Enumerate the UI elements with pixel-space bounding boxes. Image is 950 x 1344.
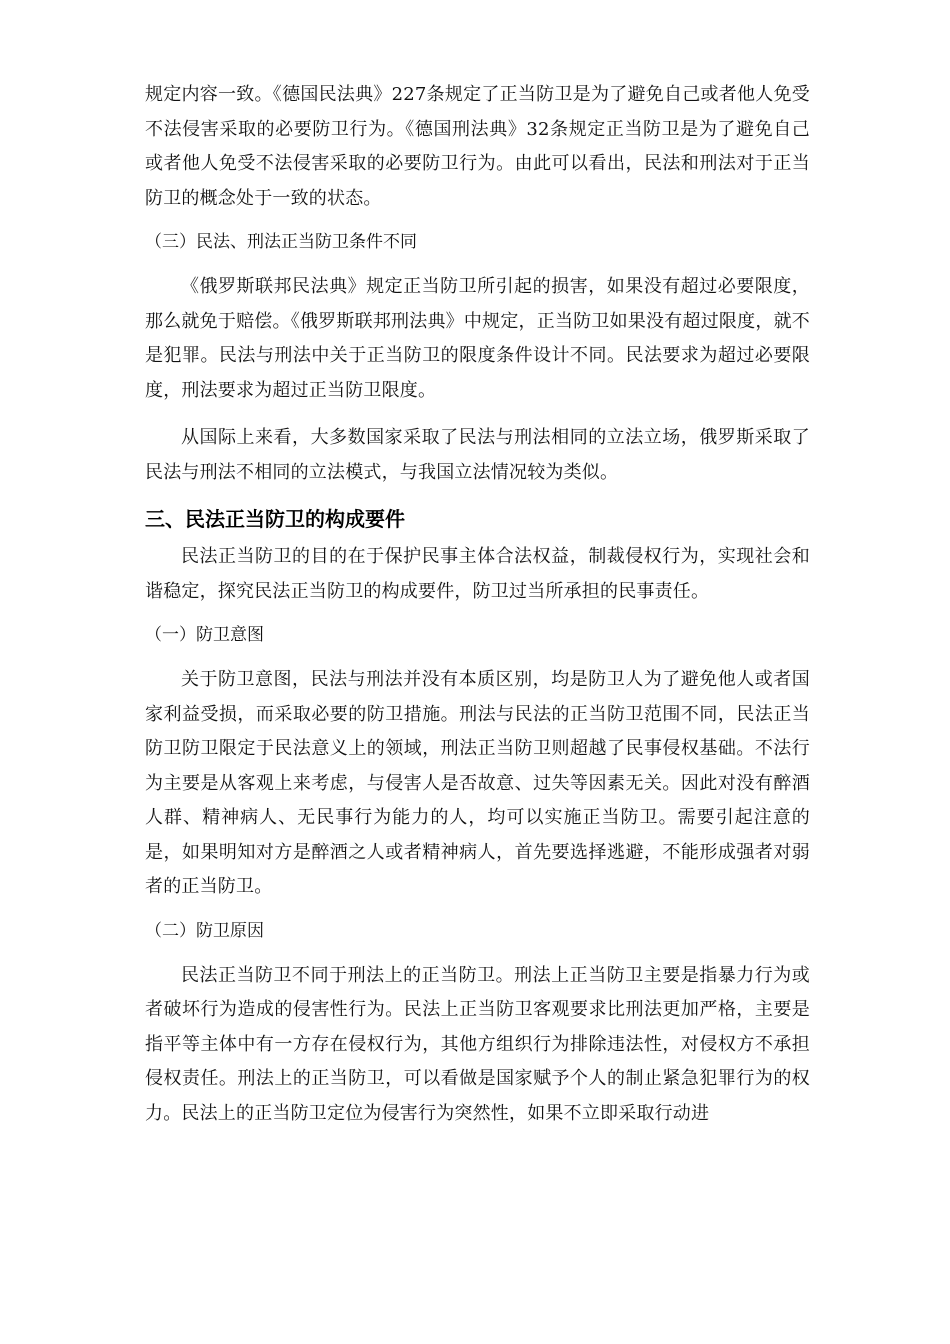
section-heading-elements: 三、民法正当防卫的构成要件	[145, 507, 405, 531]
paragraph-purpose: 民法正当防卫的目的在于保护民事主体合法权益，制裁侵权行为，实现社会和谐稳定，探究民法正当防卫的构成要件，防卫过当所承担的民事责任。	[145, 546, 810, 602]
paragraph-continuation: 规定内容一致。《德国民法典》227条规定了正当防卫是为了避免自己或者他人免受不法侵害采取的必要防卫行为。《德国刑法典》32条规定正当防卫是为了避免自己或者他人免受不法侵害采取的必要防卫行为。由此可以看出，民法和刑法对于正当防卫的概念处于一致的状态。	[145, 84, 810, 209]
paragraph-russian-law: 《俄罗斯联邦民法典》规定正当防卫所引起的损害，如果没有超过必要限度，那么就免于赔偿。《俄罗斯联邦刑法典》中规定，正当防卫如果没有超过限度，就不是犯罪。民法与刑法中关于正当防卫的限度条件设计不同。民法要求为超过必要限度，刑法要求为超过正当防卫限度。	[145, 276, 810, 401]
subheading-defense-intent: （一）防卫意图	[145, 625, 264, 645]
paragraph-international-view: 从国际上来看，大多数国家采取了民法与刑法相同的立法立场，俄罗斯采取了民法与刑法不相同的立法模式，与我国立法情况较为类似。	[145, 427, 810, 483]
document-page	[145, 78, 810, 1131]
subheading-conditions-differ: （三）民法、刑法正当防卫条件不同	[145, 232, 417, 252]
paragraph-defense-cause: 民法正当防卫不同于刑法上的正当防卫。刑法上正当防卫主要是指暴力行为或者破坏行为造成的侵害性行为。民法上正当防卫客观要求比刑法更加严格，主要是指平等主体中有一方存在侵权行为，其他方组织行为排除违法性，对侵权方不承担侵权责任。刑法上的正当防卫，可以看做是国家赋予个人的制止紧急犯罪行为的权力。民法上的正当防卫定位为侵害行为突然性，如果不立即采取行动进	[145, 964, 810, 1124]
subheading-defense-cause: （二）防卫原因	[145, 920, 264, 941]
paragraph-defense-intent: 关于防卫意图，民法与刑法并没有本质区别，均是防卫人为了避免他人或者国家利益受损，而采取必要的防卫措施。刑法与民法的正当防卫范围不同，民法正当防卫防卫限定于民法意义上的领域，刑法正当防卫则超越了民事侵权基础。不法行为主要是从客观上来考虑，与侵害人是否故意、过失等因素无关。因此对没有醉酒人群、精神病人、无民事行为能力的人，均可以实施正当防卫。需要引起注意的是，如果明知对方是醉酒之人或者精神病人，首先要选择逃避，不能形成强者对弱者的正当防卫。	[145, 669, 810, 897]
